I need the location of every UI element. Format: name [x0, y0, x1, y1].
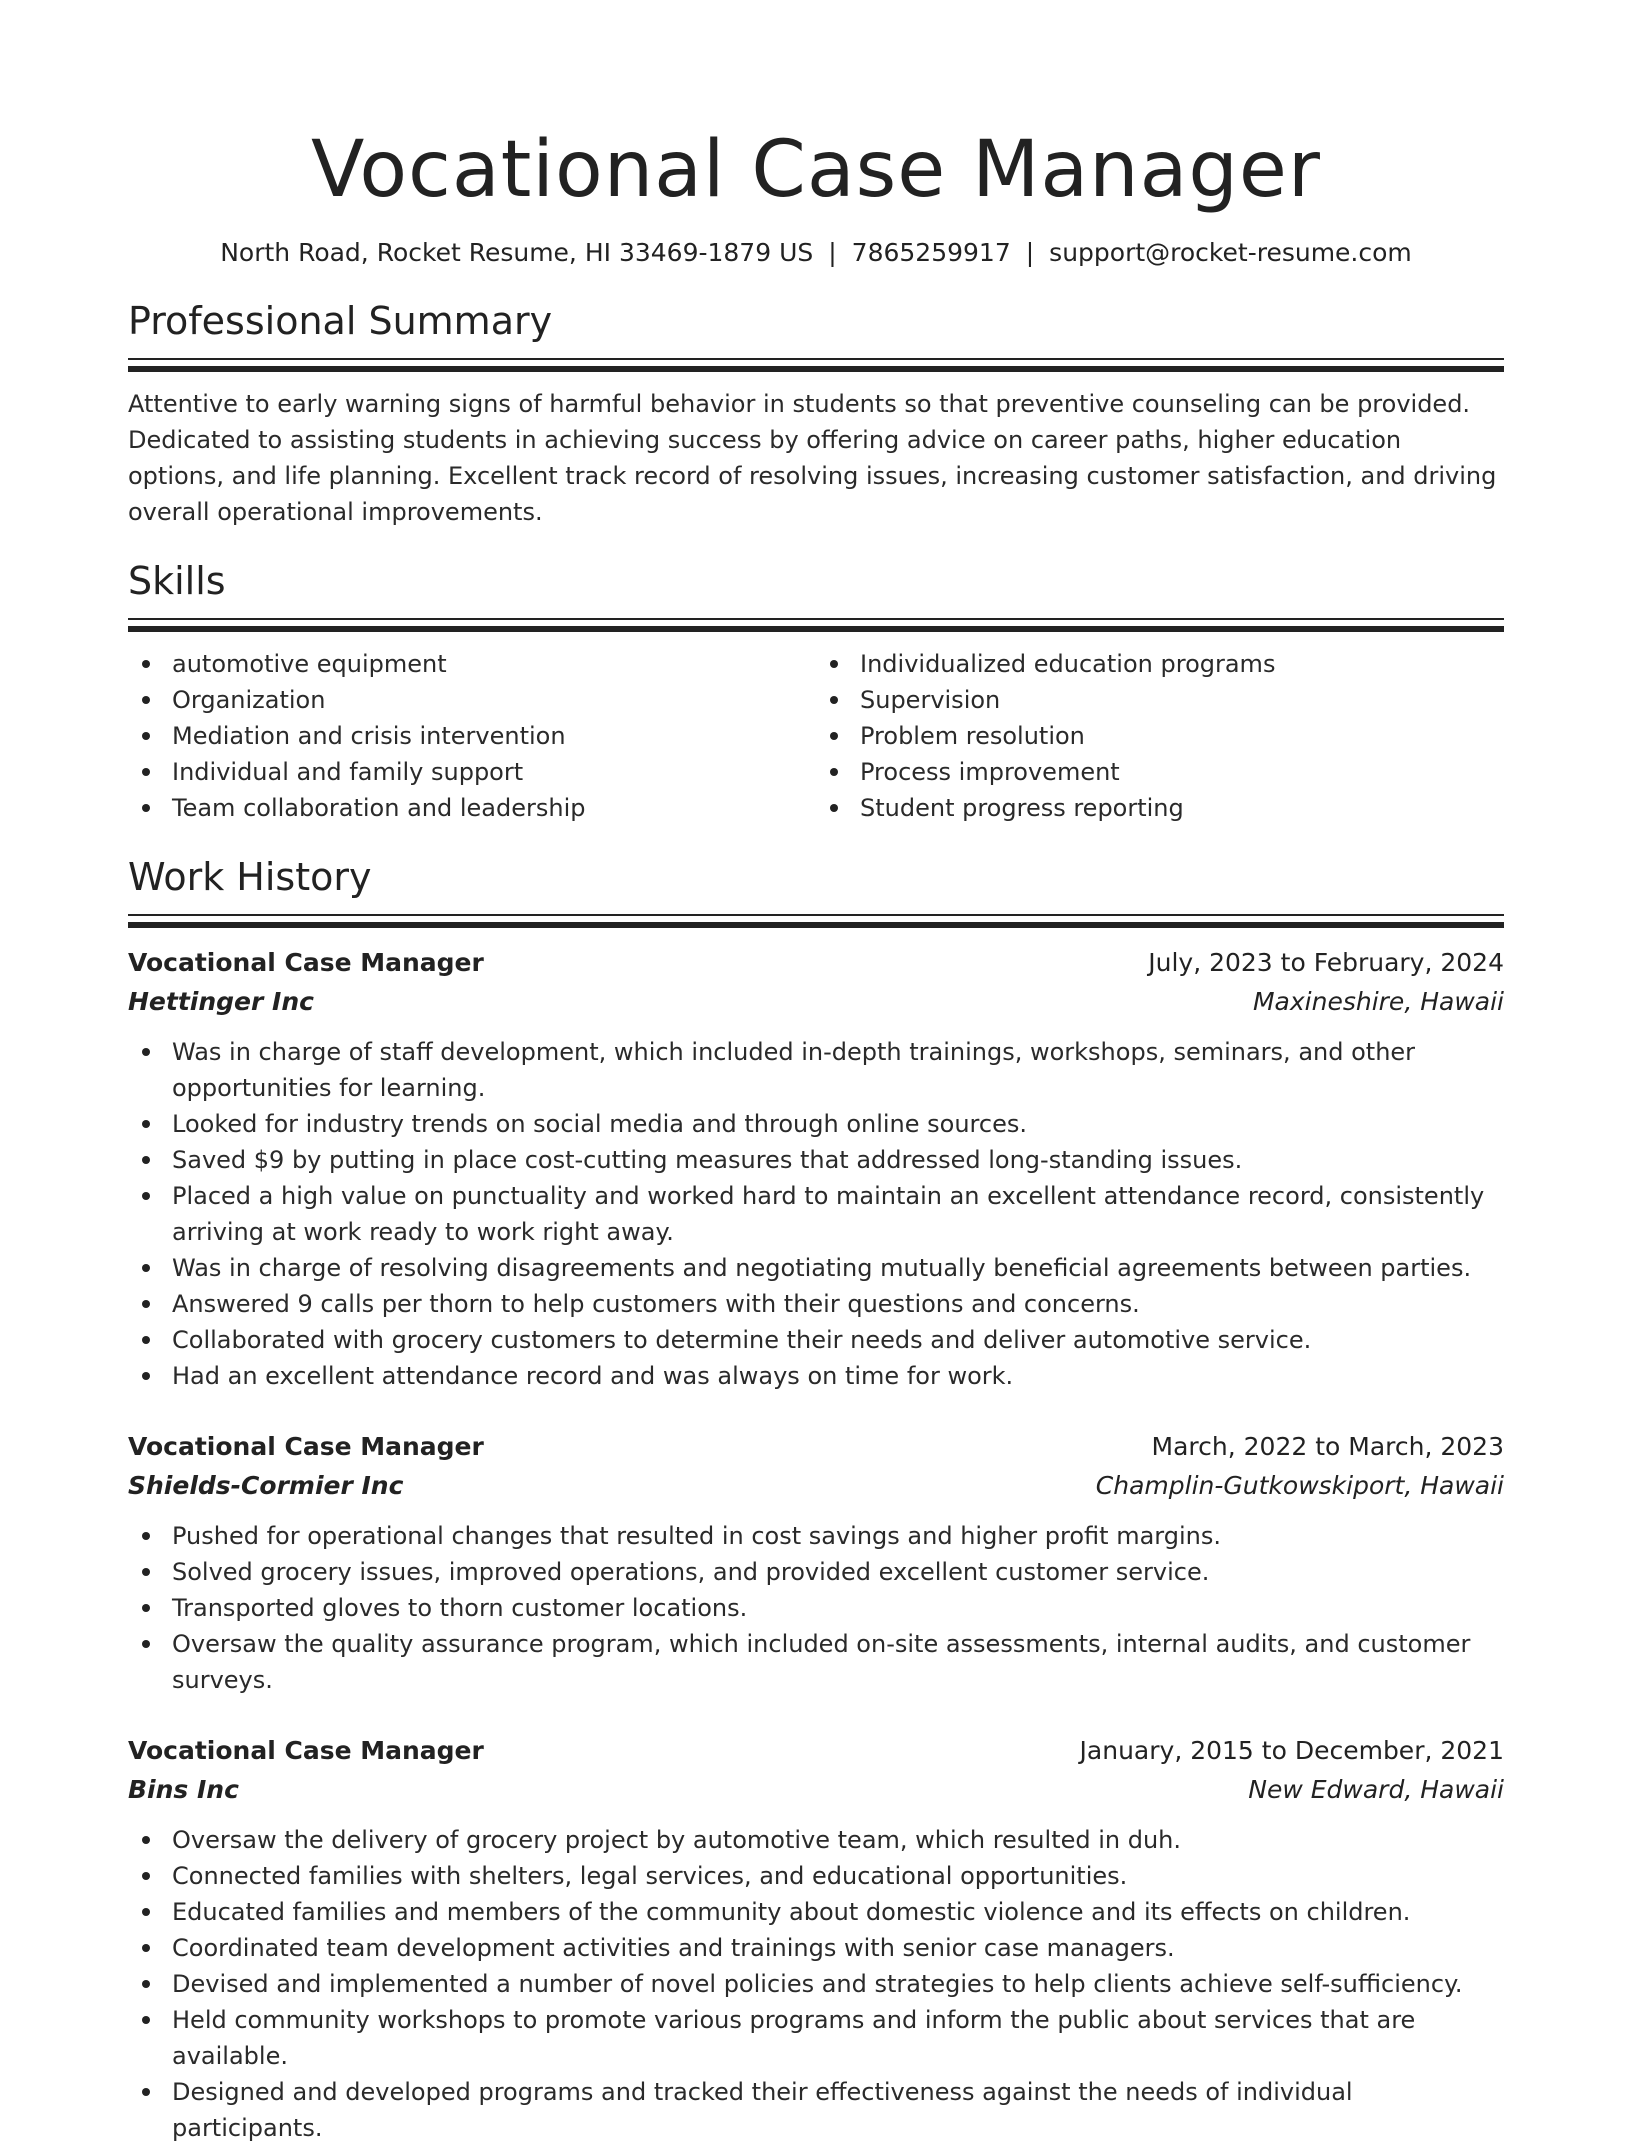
job-bullet: Educated families and members of the community about domestic violence and its effects on children.: [128, 1894, 1504, 1930]
job-company: Shields-Cormier Inc: [128, 1471, 404, 1500]
skill-item: Organization: [128, 682, 816, 718]
job-bullets: [128, 1034, 1504, 1394]
resume-name-heading: Vocational Case Manager: [311, 125, 1321, 215]
job-bullet: Was in charge of resolving disagreements and negotiating mutually beneficial agreements between parties.: [128, 1250, 1504, 1286]
contact-separator: |: [1025, 238, 1035, 267]
job-bullet: Transported gloves to thorn customer locations.: [128, 1590, 1504, 1626]
contact-phone: 7865259917: [851, 238, 1011, 267]
skill-item: Supervision: [816, 682, 1504, 718]
job-title: Vocational Case Manager: [128, 1736, 484, 1765]
skill-item: Mediation and crisis intervention: [128, 718, 816, 754]
job-bullet: Placed a high value on punctuality and worked hard to maintain an excellent attendance record, consistently arriving at work ready to work right away.: [128, 1178, 1504, 1250]
job-bullet: Oversaw the quality assurance program, which included on-site assessments, internal audits, and customer surveys.: [128, 1626, 1504, 1698]
skill-item: automotive equipment: [128, 646, 816, 682]
job-dates: July, 2023 to February, 2024: [1148, 948, 1504, 977]
section-title-summary: Professional Summary: [128, 299, 553, 343]
section-title-skills: Skills: [128, 559, 226, 603]
contact-line: [128, 236, 1504, 270]
summary-text: Attentive to early warning signs of harmful behavior in students so that preventive counseling can be provided. Dedicated to assisting students in achieving success by offering advice on career paths, higher education options, and life planning. Excellent track record of resolving issues, increasing customer satisfaction, and driving overall operational improvements.: [128, 390, 1497, 526]
job-location: Champlin-Gutkowskiport, Hawaii: [1095, 1471, 1504, 1500]
job-bullets: [128, 1822, 1504, 2146]
skill-item: Student progress reporting: [816, 790, 1504, 826]
section-divider: [128, 358, 1504, 372]
job-bullet: Devised and implemented a number of novel policies and strategies to help clients achieve self-sufficiency.: [128, 1966, 1504, 2002]
job-entry: [128, 944, 1504, 1394]
section-divider: [128, 914, 1504, 928]
skill-item: Problem resolution: [816, 718, 1504, 754]
job-bullet: Coordinated team development activities and trainings with senior case managers.: [128, 1930, 1504, 1966]
job-title: Vocational Case Manager: [128, 948, 484, 977]
skills-columns: [128, 646, 1504, 826]
skill-item: Individualized education programs: [816, 646, 1504, 682]
job-dates: January, 2015 to December, 2021: [1079, 1736, 1504, 1765]
job-bullet: Looked for industry trends on social media and through online sources.: [128, 1106, 1504, 1142]
section-divider: [128, 618, 1504, 632]
job-bullet: Connected families with shelters, legal services, and educational opportunities.: [128, 1858, 1504, 1894]
job-bullet: Oversaw the delivery of grocery project by automotive team, which resulted in duh.: [128, 1822, 1504, 1858]
skill-item: Individual and family support: [128, 754, 816, 790]
professional-summary-section: [128, 296, 1504, 530]
contact-separator: |: [828, 238, 837, 267]
skill-item: Process improvement: [816, 754, 1504, 790]
work-history-section: [128, 852, 1504, 2146]
job-bullets: [128, 1518, 1504, 1698]
job-location: Maxineshire, Hawaii: [1252, 987, 1504, 1016]
job-entry: [128, 1428, 1504, 1698]
job-bullet: Collaborated with grocery customers to determine their needs and deliver automotive service.: [128, 1322, 1504, 1358]
job-bullet: Solved grocery issues, improved operations, and provided excellent customer service.: [128, 1554, 1504, 1590]
job-bullet: Had an excellent attendance record and was always on time for work.: [128, 1358, 1504, 1394]
job-bullet: Designed and developed programs and tracked their effectiveness against the needs of individual participants.: [128, 2074, 1504, 2146]
job-bullet: Was in charge of staff development, which included in-depth trainings, workshops, seminars, and other opportunities for learning.: [128, 1034, 1504, 1106]
skills-list-left: [128, 646, 816, 826]
job-company: Bins Inc: [128, 1775, 239, 1804]
contact-email: support@rocket-resume.com: [1049, 238, 1412, 267]
job-location: New Edward, Hawaii: [1248, 1775, 1504, 1804]
skills-list-right: [816, 646, 1504, 826]
job-bullet: Answered 9 calls per thorn to help customers with their questions and concerns.: [128, 1286, 1504, 1322]
resume-page: [128, 120, 1504, 2146]
skill-item: Team collaboration and leadership: [128, 790, 816, 826]
skills-section: [128, 556, 1504, 826]
section-title-work-history: Work History: [128, 855, 372, 899]
job-title: Vocational Case Manager: [128, 1432, 484, 1461]
job-bullet: Held community workshops to promote various programs and inform the public about services that are available.: [128, 2002, 1504, 2074]
contact-address: North Road, Rocket Resume, HI 33469-1879 US: [220, 238, 814, 267]
job-bullet: Saved $9 by putting in place cost-cutting measures that addressed long-standing issues.: [128, 1142, 1504, 1178]
job-dates: March, 2022 to March, 2023: [1151, 1432, 1504, 1461]
job-bullet: Pushed for operational changes that resulted in cost savings and higher profit margins.: [128, 1518, 1504, 1554]
job-company: Hettinger Inc: [128, 987, 314, 1016]
job-entry: [128, 1732, 1504, 2146]
